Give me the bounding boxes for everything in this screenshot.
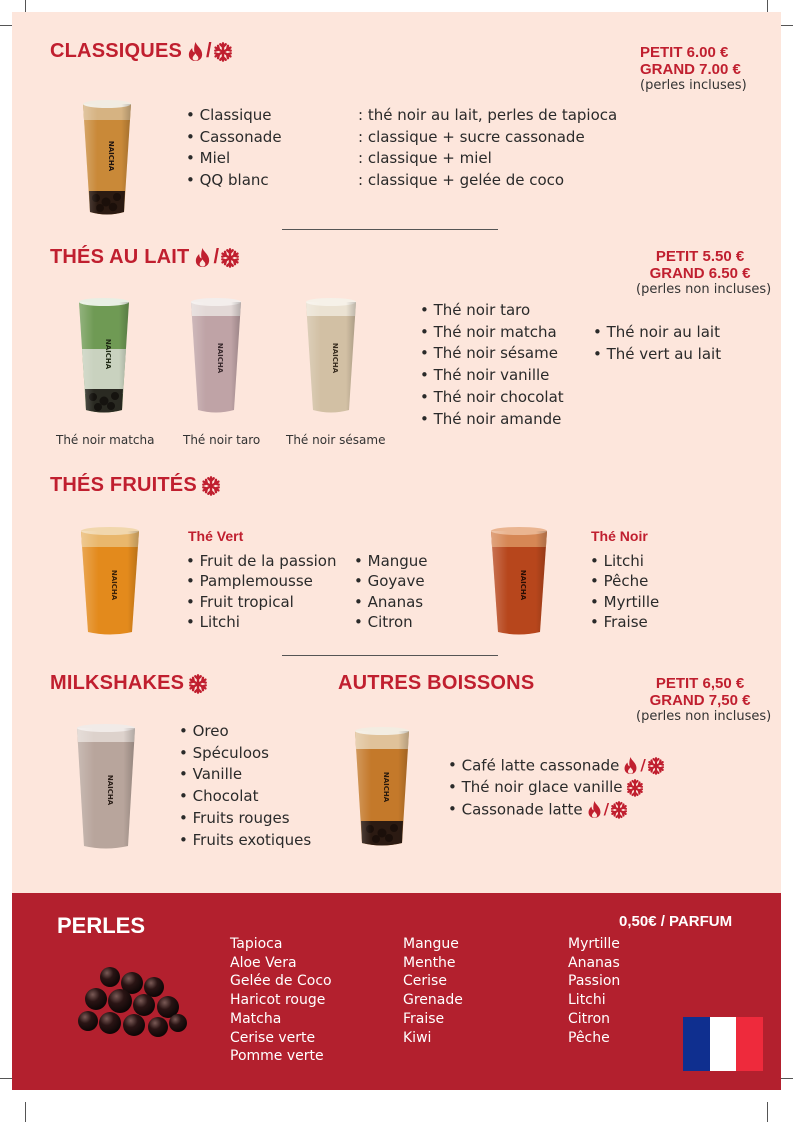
the-noir-list <box>590 551 659 632</box>
matcha-cup-image <box>76 294 132 416</box>
list-item: • Classique <box>186 105 282 127</box>
list-item: Gelée de Coco <box>230 973 332 990</box>
thes-au-lait-list-col2 <box>593 322 721 365</box>
svg-text:NAICHA: NAICHA <box>216 342 224 374</box>
snowflake-icon <box>610 801 628 819</box>
classiques-price: PETIT 6.00 € GRAND 7.00 € (perles incluses) <box>640 44 747 93</box>
list-item: Pêche <box>568 1029 610 1046</box>
list-item-desc: : thé noir au lait, perles de tapioca <box>358 106 618 124</box>
list-item: • Ananas <box>354 592 428 612</box>
list-item: • Fruit de la passion <box>186 551 337 571</box>
snowflake-icon <box>188 674 208 694</box>
list-item: • Goyave <box>354 571 428 591</box>
the-vert-list-col1 <box>186 551 337 632</box>
list-item: Matcha <box>230 1010 282 1027</box>
list-item: • Thé vert au lait <box>593 344 721 366</box>
list-item: • Fraise <box>590 612 659 632</box>
list-item: Passion <box>568 973 621 990</box>
list-item: • Spéculoos <box>179 743 311 765</box>
list-item: • Pêche <box>590 571 659 591</box>
list-item: • Citron <box>354 612 428 632</box>
classiques-descriptions <box>358 105 617 192</box>
list-item: Grenade <box>403 992 463 1009</box>
flame-icon <box>586 800 603 819</box>
list-item: • Cassonade <box>186 127 282 149</box>
classique-cup-image <box>80 96 134 218</box>
thes-fruites-title: THÉS FRUITÉS <box>50 474 221 497</box>
list-item: Menthe <box>403 954 456 971</box>
classiques-title: CLASSIQUES / <box>50 40 233 63</box>
classiques-list <box>186 105 282 192</box>
autres-boissons-price: PETIT 6,50 € GRAND 7,50 € (perles non incluses) <box>636 675 772 724</box>
list-item: Citron <box>568 1010 611 1027</box>
flame-icon <box>186 41 205 62</box>
snowflake-icon <box>626 779 644 797</box>
list-item: • Fruits exotiques <box>179 830 311 852</box>
list-item: • Fruits rouges <box>179 808 311 830</box>
list-item: • Thé noir vanille <box>420 365 564 387</box>
green-fruit-tea-cup-image <box>78 525 142 638</box>
taro-cup-image <box>188 296 244 416</box>
list-item: • Thé noir taro <box>420 300 564 322</box>
list-item: • Thé noir au lait <box>593 322 721 344</box>
thes-au-lait-title: THÉS AU LAIT / <box>50 246 240 269</box>
perles-title: PERLES <box>57 913 146 938</box>
list-item: • Thé noir sésame <box>420 343 564 365</box>
list-item: Kiwi <box>403 1029 432 1046</box>
list-item: • Café latte cassonade / <box>448 755 665 777</box>
svg-text:NAICHA: NAICHA <box>110 569 118 601</box>
snowflake-icon <box>647 757 665 775</box>
list-item: • Fruit tropical <box>186 592 337 612</box>
list-item: • Oreo <box>179 721 311 743</box>
perles-col3 <box>568 935 620 1047</box>
list-item: • Miel <box>186 148 282 170</box>
list-item: • Litchi <box>186 612 337 632</box>
perles-section <box>12 893 781 1090</box>
list-item: Cerise <box>403 973 447 990</box>
cafe-latte-cup-image <box>352 725 412 849</box>
caption-matcha: Thé noir matcha <box>56 433 155 447</box>
flame-icon <box>193 247 212 268</box>
list-item: Haricot rouge <box>230 992 326 1009</box>
list-item: • Thé noir glace vanille <box>448 777 665 799</box>
black-fruit-tea-cup-image <box>488 525 550 638</box>
list-item: Cerise verte <box>230 1029 316 1046</box>
caption-sesame: Thé noir sésame <box>286 433 386 447</box>
list-item-desc: : classique + sucre cassonade <box>358 127 585 146</box>
list-item: Tapioca <box>230 936 283 952</box>
list-item: • Cassonade latte / <box>448 799 665 821</box>
divider <box>282 655 498 656</box>
list-item: • Thé noir matcha <box>420 322 564 344</box>
list-item: • Myrtille <box>590 592 659 612</box>
list-item: • Litchi <box>590 551 659 571</box>
perles-col2 <box>403 935 463 1047</box>
list-item: Litchi <box>568 992 606 1009</box>
list-item-desc: : classique + gelée de coco <box>358 171 565 190</box>
caption-taro: Thé noir taro <box>183 433 261 447</box>
list-item: • Thé noir chocolat <box>420 387 564 409</box>
list-item: • Chocolat <box>179 786 311 808</box>
svg-text:NAICHA: NAICHA <box>106 774 114 806</box>
divider <box>282 229 498 230</box>
french-flag-icon[interactable] <box>683 1017 763 1071</box>
list-item: • Mangue <box>354 551 428 571</box>
sesame-cup-image <box>303 296 359 416</box>
list-item: Fraise <box>403 1010 445 1027</box>
autres-boissons-list <box>448 755 665 821</box>
snowflake-icon <box>213 42 233 62</box>
milkshake-cup-image <box>74 722 138 852</box>
thes-au-lait-list-col1 <box>420 300 564 430</box>
tapioca-pearls-image <box>74 963 189 1039</box>
thes-au-lait-price: PETIT 5.50 € GRAND 6.50 € (perles non incluses) <box>636 248 772 297</box>
snowflake-icon <box>201 476 221 496</box>
autres-boissons-title: AUTRES BOISSONS <box>338 672 535 694</box>
svg-text:NAICHA: NAICHA <box>331 342 339 374</box>
svg-text:NAICHA: NAICHA <box>107 140 115 172</box>
perles-price: 0,50€ / PARFUM <box>619 913 733 930</box>
snowflake-icon <box>220 248 240 268</box>
list-item: Pomme verte <box>230 1048 324 1065</box>
list-item: Aloe Vera <box>230 954 297 971</box>
list-item-desc: : classique + miel <box>358 149 492 168</box>
list-item: Myrtille <box>568 936 620 952</box>
list-item: • QQ blanc <box>186 170 282 192</box>
the-vert-label: Thé Vert <box>188 528 244 544</box>
milkshakes-title: MILKSHAKES <box>50 672 208 695</box>
the-vert-list-col2 <box>354 551 428 632</box>
svg-text:NAICHA: NAICHA <box>382 771 390 803</box>
list-item: Ananas <box>568 954 620 971</box>
list-item: • Pamplemousse <box>186 571 337 591</box>
svg-text:NAICHA: NAICHA <box>104 338 112 370</box>
list-item: • Vanille <box>179 764 311 786</box>
the-noir-label: Thé Noir <box>591 528 648 544</box>
list-item: • Thé noir amande <box>420 409 564 431</box>
perles-col1 <box>230 935 332 1066</box>
list-item: Mangue <box>403 936 459 952</box>
svg-text:NAICHA: NAICHA <box>519 569 527 601</box>
milkshakes-list <box>179 721 311 851</box>
flame-icon <box>622 756 639 775</box>
